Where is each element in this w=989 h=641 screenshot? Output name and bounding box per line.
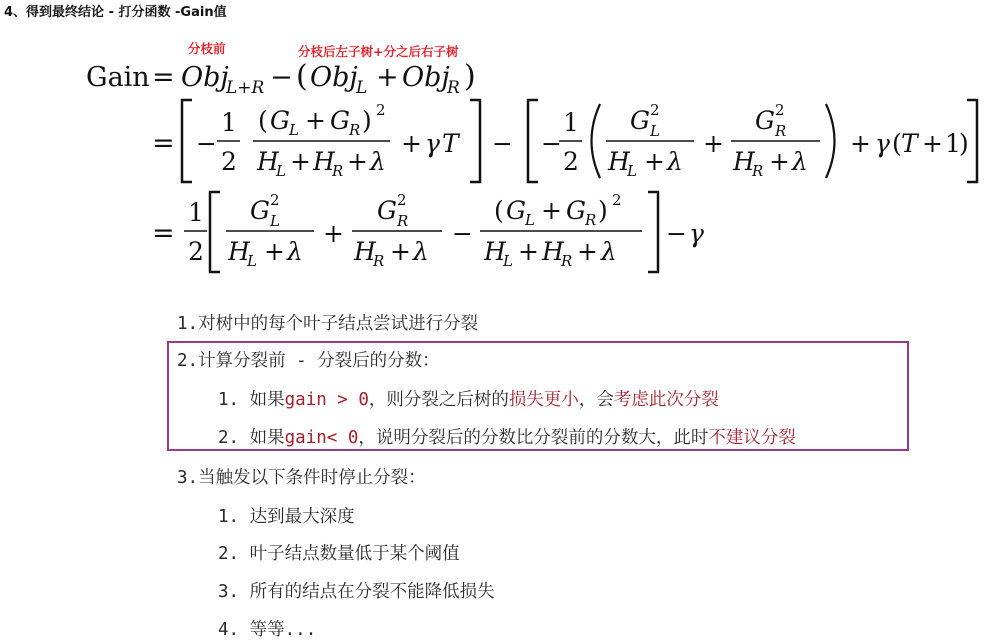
- half-num: 1: [563, 108, 579, 137]
- sq: 2: [612, 191, 622, 209]
- lambda: λ: [370, 147, 386, 176]
- svg-text:): ): [362, 106, 372, 135]
- list-number: 2.: [177, 351, 199, 371]
- list-text: 当触发以下条件时停止分裂：: [198, 468, 426, 488]
- h: H: [257, 147, 279, 176]
- plus: +: [390, 237, 411, 266]
- sub-l: L: [276, 162, 286, 180]
- plus: +: [703, 129, 724, 158]
- lambda: λ: [413, 237, 429, 266]
- list-text: 对树中的每个叶子结点尝试进行分裂: [198, 314, 479, 334]
- sub-r: R: [775, 122, 787, 140]
- h: H: [228, 237, 250, 266]
- g: G: [506, 196, 526, 225]
- h: H: [542, 237, 564, 266]
- plus: +: [644, 147, 665, 176]
- obj-l: Obj: [310, 62, 358, 93]
- h: H: [484, 237, 506, 266]
- svg-text:(: (: [258, 106, 268, 135]
- gain-formula: [0, 0, 989, 280]
- plus: +: [305, 106, 326, 135]
- sub-l: L: [525, 211, 535, 229]
- highlight-text: 不建议分裂: [708, 428, 796, 448]
- sub-r: R: [332, 162, 344, 180]
- plus: +: [347, 147, 368, 176]
- sub-l: L: [270, 212, 280, 230]
- list-item-3-2: [218, 540, 460, 565]
- equals-sign-2: =: [152, 128, 175, 159]
- sq: 2: [650, 101, 660, 119]
- obj-r: Obj: [402, 62, 450, 93]
- formula-line-3: [152, 191, 704, 272]
- minus: −: [492, 129, 513, 158]
- lambda: λ: [667, 147, 683, 176]
- minus: −: [452, 219, 473, 248]
- list-text: ，说明分裂后的分数比分裂前的分数大，此时: [358, 428, 709, 448]
- g: G: [566, 196, 586, 225]
- list-number: 1.: [218, 507, 240, 527]
- list-number: 1.: [218, 390, 240, 410]
- svg-text:): ): [598, 196, 608, 225]
- sq: 2: [397, 191, 407, 209]
- list-item-3-1: [218, 503, 355, 528]
- sub-r: R: [349, 121, 361, 139]
- g: G: [755, 106, 775, 135]
- list-text: ，会: [578, 390, 614, 410]
- sub-r: R: [447, 78, 460, 98]
- minus-sign-2: −: [196, 129, 217, 158]
- svg-text:(: (: [494, 196, 504, 225]
- plus: +: [323, 219, 344, 248]
- g: G: [330, 106, 350, 135]
- list-number: 2.: [218, 544, 240, 564]
- equals-sign: =: [152, 62, 175, 93]
- minus: −: [666, 219, 687, 248]
- formula-line-2: [152, 100, 977, 182]
- plus: +: [850, 129, 871, 158]
- plus-sign: +: [376, 62, 399, 93]
- list-number: 2.: [218, 428, 240, 448]
- sub-r: R: [585, 211, 597, 229]
- plus: +: [290, 147, 311, 176]
- list-text: 如果: [249, 428, 285, 448]
- gain-label: Gain: [86, 62, 150, 93]
- list-number: 1.: [177, 314, 199, 334]
- equals-sign-3: =: [152, 218, 175, 249]
- lambda: λ: [287, 237, 303, 266]
- sq: 2: [775, 101, 785, 119]
- list-item-2-2: [218, 424, 796, 449]
- condition-text: gain< 0: [284, 428, 359, 448]
- gamma: γ: [875, 129, 890, 158]
- h: H: [733, 147, 755, 176]
- condition-text: gain > 0: [284, 390, 369, 410]
- list-item-2-1: [218, 386, 719, 411]
- half-num: 1: [188, 198, 204, 227]
- minus: −: [541, 129, 562, 158]
- section-title: 4、得到最终结论 - 打分函数 -Gain值: [4, 5, 227, 20]
- sub-l: L: [356, 78, 368, 98]
- obj-lr: Obj: [181, 62, 229, 93]
- minus-sign: −: [270, 62, 293, 93]
- list-text: 所有的结点在分裂不能降低损失: [249, 582, 495, 602]
- list-text: 如果: [249, 390, 285, 410]
- sub-lr: L+R: [226, 78, 265, 98]
- plus: +: [264, 237, 285, 266]
- list-item-3-3: [218, 578, 495, 603]
- highlight-text: 考虑此次分裂: [613, 390, 719, 410]
- list-text: 叶子结点数量低于某个阈值: [249, 544, 460, 564]
- plus: +: [922, 129, 943, 158]
- list-text: 达到最大深度: [249, 507, 355, 527]
- g: G: [250, 196, 270, 225]
- h: H: [354, 237, 376, 266]
- gamma: γ: [425, 129, 440, 158]
- half-den: 2: [221, 147, 237, 176]
- gamma: γ: [689, 219, 704, 248]
- formula-line-1: [86, 59, 476, 98]
- list-item-3-4: [218, 616, 316, 641]
- sq: 2: [376, 101, 386, 119]
- plus: +: [541, 196, 562, 225]
- g: G: [270, 106, 290, 135]
- sub-r: R: [752, 162, 764, 180]
- list-number: 3.: [218, 582, 240, 602]
- t: T: [901, 129, 918, 158]
- highlight-text: 损失更小: [508, 390, 579, 410]
- sub-l: L: [650, 122, 660, 140]
- h: H: [313, 147, 335, 176]
- plus: +: [577, 237, 598, 266]
- list-text: 计算分裂前 - 分裂后的分数：: [198, 351, 440, 371]
- list-number: 3.: [177, 468, 199, 488]
- sq: 2: [270, 191, 280, 209]
- g: G: [377, 196, 397, 225]
- t: T: [442, 129, 459, 158]
- sub-l: L: [627, 162, 637, 180]
- lambda: λ: [792, 147, 808, 176]
- plus: +: [518, 237, 539, 266]
- list-item-3: [177, 464, 426, 489]
- half-den: 2: [188, 237, 204, 266]
- sub-r: R: [397, 212, 409, 230]
- sub-r: R: [561, 252, 573, 270]
- annotation-before-split: 分枝前: [188, 41, 226, 56]
- sub-l: L: [247, 252, 257, 270]
- h: H: [608, 147, 630, 176]
- svg-text:): ): [959, 129, 969, 158]
- list-item-1: [177, 310, 478, 335]
- svg-text:(: (: [296, 59, 308, 94]
- list-number: 4.: [218, 620, 240, 640]
- list-text: ，则分裂之后树的: [368, 390, 509, 410]
- svg-text:): ): [464, 59, 476, 94]
- list-item-2: [177, 347, 440, 372]
- sub-l: L: [289, 121, 299, 139]
- plus: +: [769, 147, 790, 176]
- one: 1: [945, 129, 961, 158]
- annotation-after-split: 分枝后左子树+分之后右子树: [298, 44, 459, 59]
- list-text: 等等...: [249, 620, 317, 640]
- sub-l: L: [503, 252, 513, 270]
- half-num: 1: [221, 108, 237, 137]
- plus: +: [401, 129, 422, 158]
- svg-text:(: (: [892, 129, 902, 158]
- g: G: [630, 106, 650, 135]
- sub-r: R: [373, 252, 385, 270]
- lambda: λ: [601, 237, 617, 266]
- half-den: 2: [563, 147, 579, 176]
